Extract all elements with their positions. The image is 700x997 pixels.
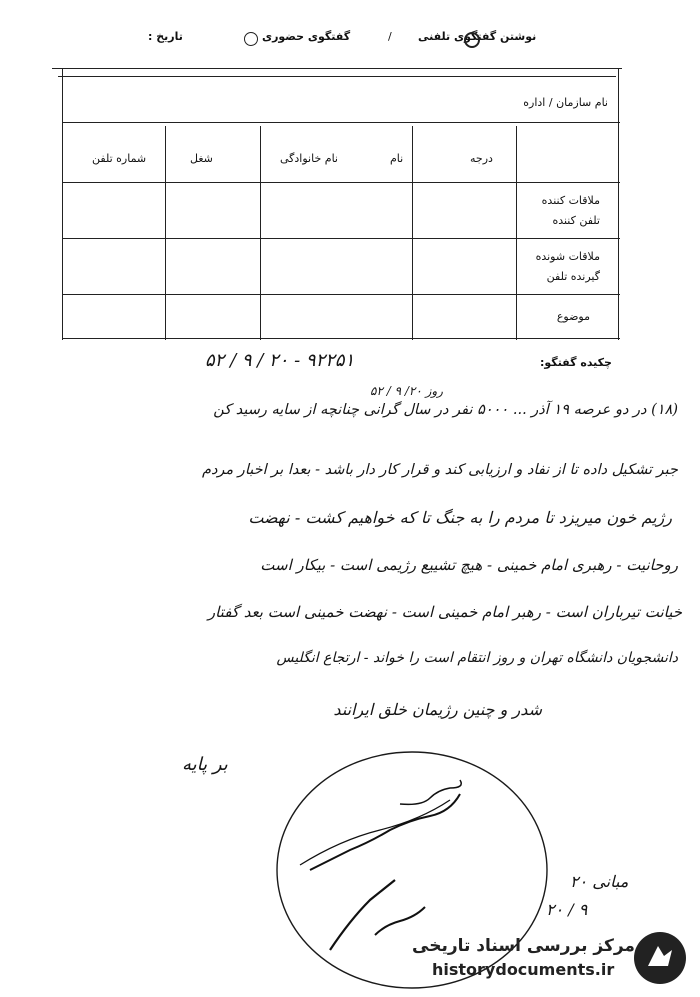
date-label: تاریخ : (148, 30, 183, 43)
summary-closing: بر پایه (182, 754, 228, 775)
summary-line: (۱۸) در دو عرصه ۱۹ آذر ... ۵۰۰۰ نفر در سال گرانی چنانچه از سایه رسید کن (213, 402, 678, 418)
phone-option-circle (464, 32, 480, 48)
summary-corner-note: روز ۲۰/ ۹ / ۵۲ (370, 384, 443, 398)
row-caller: تلفن کننده (552, 214, 600, 227)
summary-reference-number: ۹۲۲۵۱ - ۲۰ / ۹ / ۵۲ (205, 350, 355, 371)
archive-logo-icon (632, 930, 688, 986)
row-visited: ملاقات شونده (535, 250, 600, 263)
column-rank: درجه (470, 152, 493, 165)
summary-line: روحانیت - رهبری امام خمینی - هیچ تشییع رژیمی است - بیکار است (260, 556, 678, 574)
phone-option-label: نوشتن گفتگوی تلفنی (418, 30, 537, 43)
row-subject: موضوع (556, 310, 590, 323)
summary-label: چکیده گفتگو: (540, 356, 612, 369)
column-phone-number: شماره تلفن (92, 152, 147, 165)
column-last-name: نام خانوادگی (280, 152, 338, 165)
summary-line: شدر و چنین رژیمان خلق ایرانند (333, 700, 542, 719)
watermark-org-name: مرکز بررسی اسناد تاریخی (412, 936, 635, 956)
summary-line: جبر تشکیل داده تا از نفاد و ارزیابی کند و قرار کار دار باشد - بعدا بر اخبار مردم (202, 462, 678, 478)
summary-line: خیانت تیرباران است - رهبر امام خمینی است - نهضت خمینی است بعد گفتار (207, 603, 682, 621)
watermark-url: historydocuments.ir (432, 960, 615, 979)
column-first-name: نام (390, 152, 404, 165)
signature-note: مبانی ۲۰ (570, 872, 629, 891)
in-person-option-circle (244, 32, 258, 46)
header-separator: / (388, 30, 392, 43)
org-label: نام سازمان / اداره (523, 96, 608, 109)
summary-line: رژیم خون میریزد تا مردم را به جنگ تا که خواهیم کشت - نهضت (248, 508, 672, 527)
column-job: شغل (190, 152, 213, 165)
row-receiver: گیرنده تلفن (546, 270, 600, 283)
in-person-label: گفتگوی حضوری (262, 30, 351, 43)
signature-scribble (290, 770, 500, 960)
row-visitor: ملاقات کننده (541, 194, 600, 207)
signature-date: ۹ / ۲۰ (546, 900, 588, 919)
summary-line: دانشجویان دانشگاه تهران و روز انتقام است را خواند - ارتجاع انگلیس (276, 650, 678, 666)
